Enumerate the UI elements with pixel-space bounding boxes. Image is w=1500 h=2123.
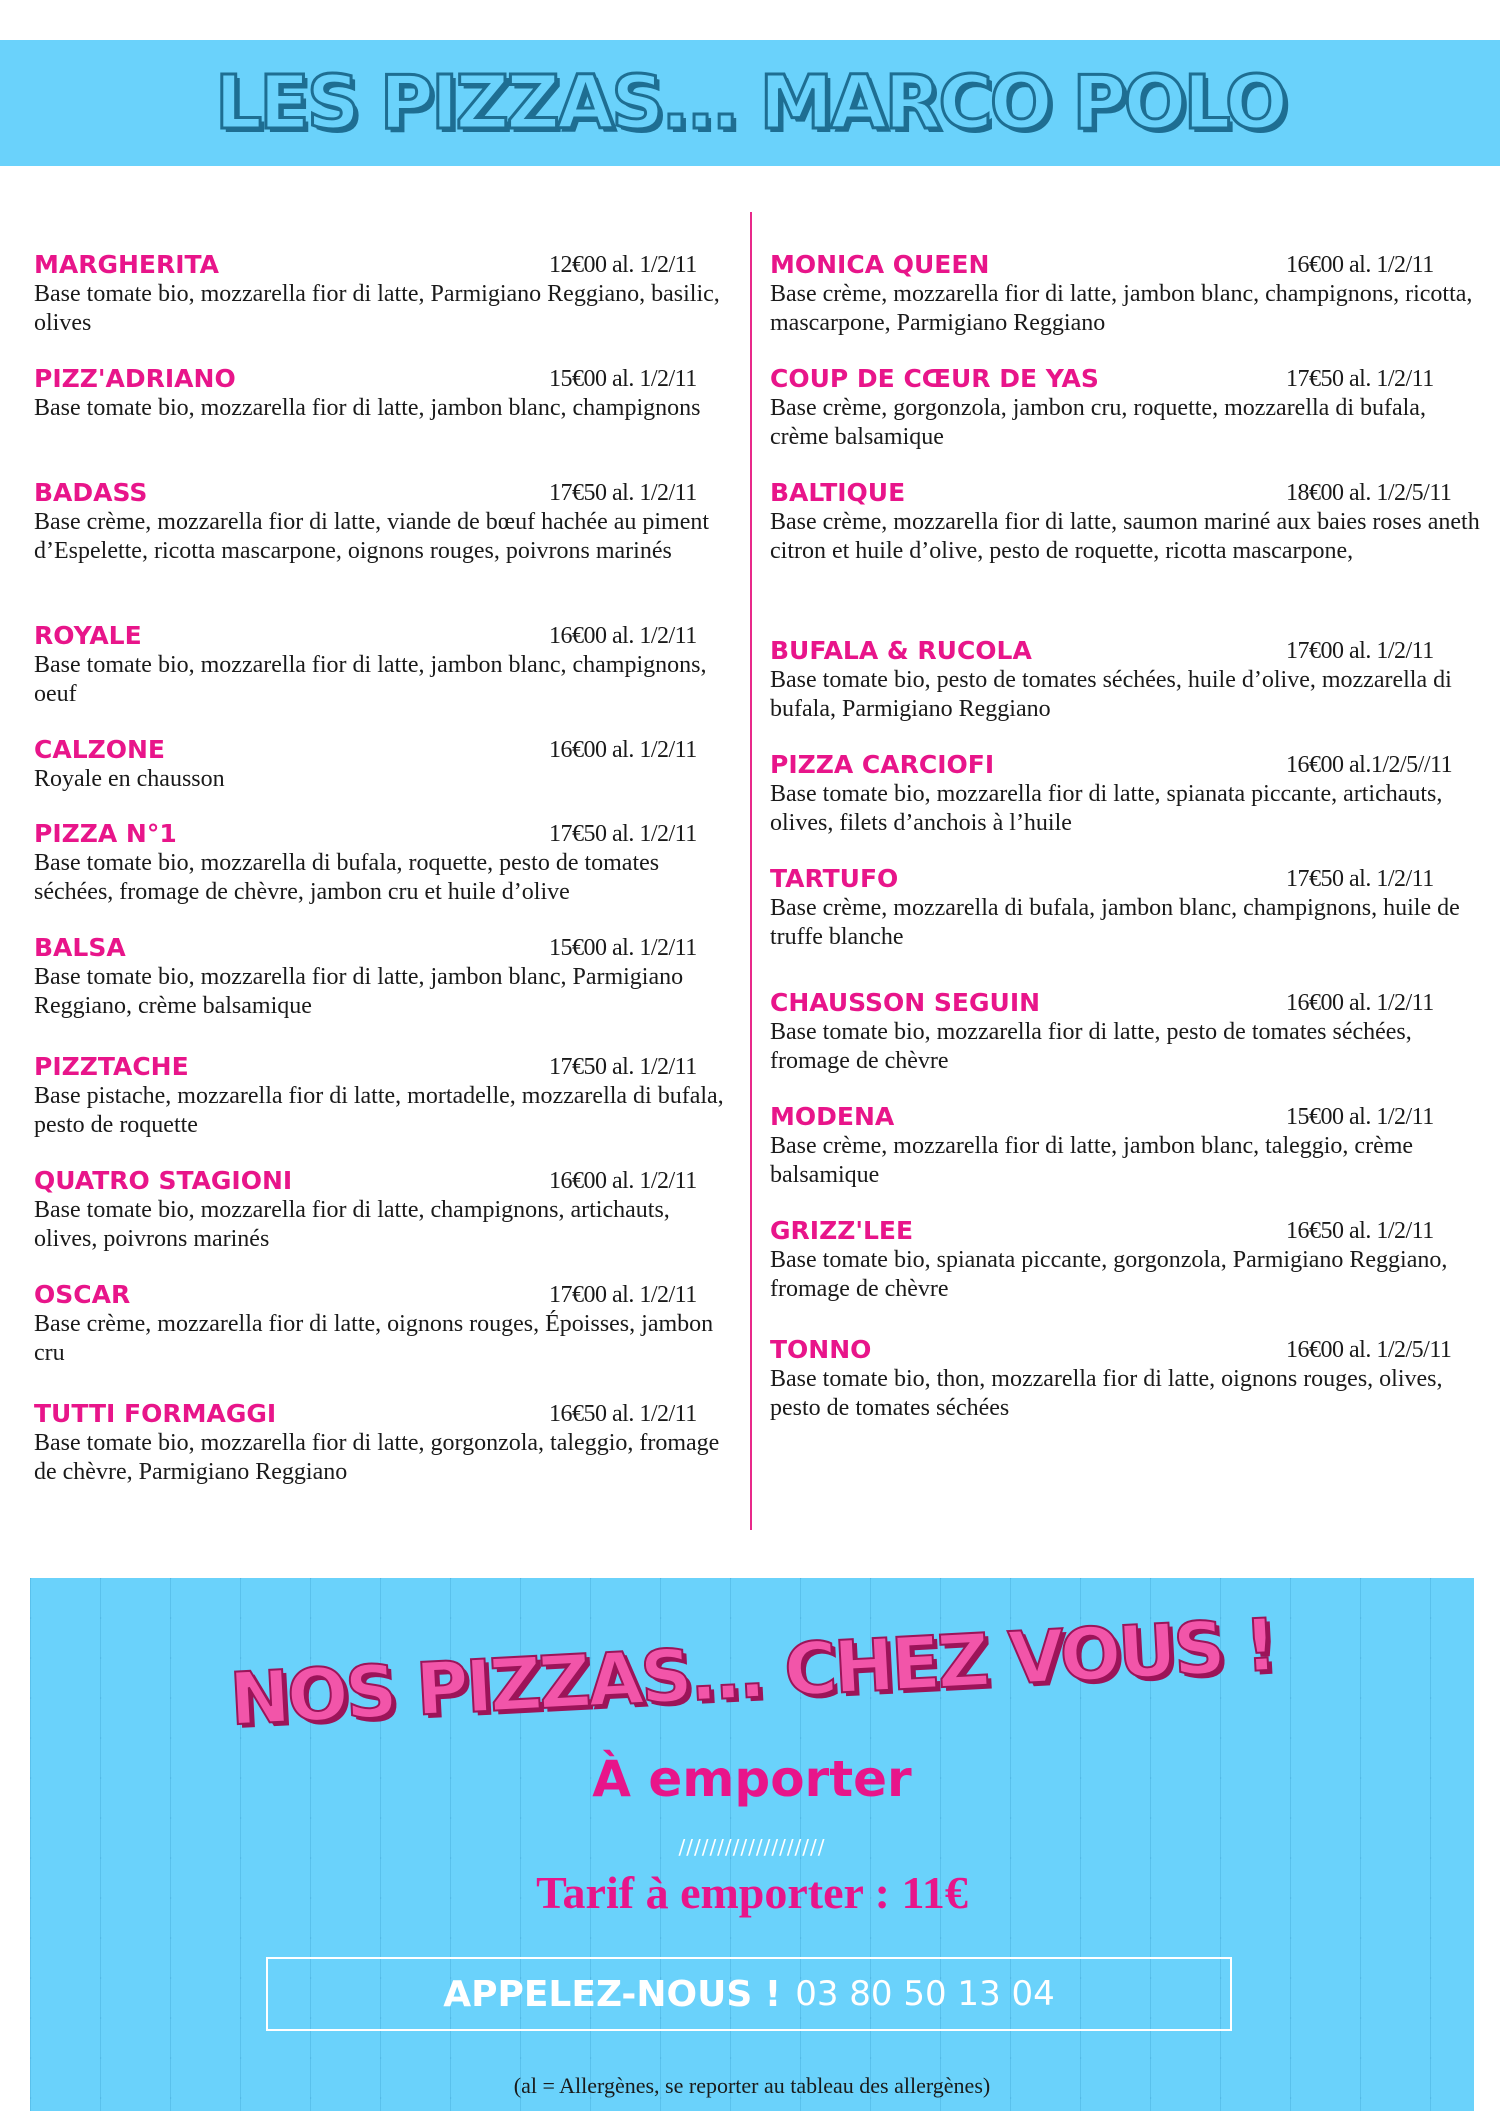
pizza-name: BADASS xyxy=(34,478,148,507)
takeaway-subtitle: À emporter xyxy=(592,1750,912,1808)
menu-item xyxy=(770,478,1480,566)
pizza-name: TONNO xyxy=(770,1335,872,1364)
pizza-name: CALZONE xyxy=(34,735,166,764)
pizza-description: Base tomate bio, mozzarella fior di latte, jambon blanc, champignons xyxy=(34,395,701,421)
pizza-price: 18€00 al. 1/2/5/11 xyxy=(1286,480,1452,506)
pizza-description: Base tomate bio, mozzarella fior di latte, pesto de tomates séchées, fromage de chèvre xyxy=(770,1019,1412,1074)
pizza-price: 16€00 al. 1/2/11 xyxy=(1286,990,1434,1016)
pizza-description: Base pistache, mozzarella fior di latte, mortadelle, mozzarella di bufala, pesto de roquette xyxy=(34,1083,724,1138)
pizza-description: Base crème, mozzarella fior di latte, viande de bœuf hachée au piment d’Espelette, ricotta mascarpone, oignons rouges, poivrons marinés xyxy=(34,509,710,564)
pizza-description: Base tomate bio, mozzarella fior di latte, jambon blanc, champignons, oeuf xyxy=(34,652,707,707)
menu-item xyxy=(34,621,724,709)
pizza-name: OSCAR xyxy=(34,1280,131,1309)
pizza-name: TARTUFO xyxy=(770,864,899,893)
pizza-price: 17€00 al. 1/2/11 xyxy=(549,1282,697,1308)
menu-item xyxy=(34,1399,724,1487)
pizza-price: 17€50 al. 1/2/11 xyxy=(549,1054,697,1080)
pizza-price: 17€50 al. 1/2/11 xyxy=(549,821,697,847)
pizza-description: Base tomate bio, mozzarella fior di latte, gorgonzola, taleggio, fromage de chèvre, Parmigiano Reggiano xyxy=(34,1430,720,1485)
call-us-box[interactable] xyxy=(266,1957,1232,2031)
pizza-description: Base tomate bio, mozzarella fior di latte, Parmigiano Reggiano, basilic, olives xyxy=(34,281,720,336)
pizza-name: PIZZA CARCIOFI xyxy=(770,750,995,779)
pizza-name: COUP DE CŒUR DE YAS xyxy=(770,364,1099,393)
pizza-price: 16€50 al. 1/2/11 xyxy=(549,1401,697,1427)
pizza-description: Base crème, mozzarella fior di latte, oignons rouges, Époisses, jambon cru xyxy=(34,1311,714,1366)
column-divider xyxy=(750,212,752,1530)
pizza-name: MODENA xyxy=(770,1102,895,1131)
pizza-name: TUTTI FORMAGGI xyxy=(34,1399,277,1428)
pizza-price: 17€00 al. 1/2/11 xyxy=(1286,638,1434,664)
allergen-footnote: (al = Allergènes, se reporter au tableau des allergènes) xyxy=(513,2073,991,2098)
pizza-price: 15€00 al. 1/2/11 xyxy=(549,366,697,392)
menu-item xyxy=(34,735,724,794)
call-us-label: APPELEZ-NOUS ! xyxy=(443,1973,782,2015)
menu-item xyxy=(34,1280,724,1368)
pizza-name: GRIZZ'LEE xyxy=(770,1216,914,1245)
menu-item xyxy=(34,478,724,566)
takeaway-price: Tarif à emporter : 11€ xyxy=(536,1867,968,1918)
phone-number[interactable]: 03 80 50 13 04 xyxy=(795,1974,1055,2014)
pizza-description: Base tomate bio, spianata piccante, gorgonzola, Parmigiano Reggiano, fromage de chèvre xyxy=(770,1247,1448,1302)
menu-item xyxy=(770,1216,1480,1304)
menu-item xyxy=(770,1102,1480,1190)
menu-item xyxy=(770,750,1480,838)
menu-item xyxy=(34,1052,724,1140)
pizza-price: 12€00 al. 1/2/11 xyxy=(549,252,697,278)
pizza-name: QUATRO STAGIONI xyxy=(34,1166,293,1195)
menu-item xyxy=(770,988,1480,1076)
pizza-name: PIZZ'ADRIANO xyxy=(34,364,236,393)
menu-title: LES PIZZAS... MARCO POLO xyxy=(215,60,1285,146)
menu-item xyxy=(770,636,1480,724)
menu-item xyxy=(34,819,724,907)
pizza-price: 16€00 al.1/2/5//11 xyxy=(1286,752,1453,778)
decorative-slashes: /////////////////// xyxy=(678,1835,826,1859)
pizza-price: 16€00 al. 1/2/11 xyxy=(549,623,697,649)
header-banner xyxy=(0,40,1500,166)
pizza-name: BALTIQUE xyxy=(770,478,906,507)
pizza-name: PIZZA N°1 xyxy=(34,819,177,848)
pizza-description: Base crème, mozzarella fior di latte, jambon blanc, champignons, ricotta, mascarpone, Parmigiano Reggiano xyxy=(770,281,1473,336)
pizza-name: BUFALA & RUCOLA xyxy=(770,636,1032,665)
pizza-price: 17€50 al. 1/2/11 xyxy=(1286,366,1434,392)
menu-item xyxy=(34,933,724,1021)
menu-item xyxy=(34,1166,724,1254)
pizza-name: MARGHERITA xyxy=(34,250,220,279)
pizza-description: Base tomate bio, mozzarella fior di latte, jambon blanc, Parmigiano Reggiano, crème balsamique xyxy=(34,964,684,1019)
pizza-price: 16€00 al. 1/2/5/11 xyxy=(1286,1337,1452,1363)
pizza-description: Base crème, gorgonzola, jambon cru, roquette, mozzarella di bufala, crème balsamique xyxy=(770,395,1426,450)
menu-item xyxy=(770,250,1480,338)
pizza-name: PIZZTACHE xyxy=(34,1052,189,1081)
menu-item xyxy=(770,1335,1480,1423)
pizza-description: Base tomate bio, thon, mozzarella fior di latte, oignons rouges, olives, pesto de tomates séchées xyxy=(770,1366,1443,1421)
pizza-description: Base tomate bio, mozzarella fior di latte, spianata piccante, artichauts, olives, filets d’anchois à l’huile xyxy=(770,781,1443,836)
pizza-description: Base tomate bio, mozzarella fior di latte, champignons, artichauts, olives, poivrons marinés xyxy=(34,1197,670,1252)
pizza-description: Base tomate bio, mozzarella di bufala, roquette, pesto de tomates séchées, fromage de chèvre, jambon cru et huile d’olive xyxy=(34,850,660,905)
pizza-price: 16€50 al. 1/2/11 xyxy=(1286,1218,1434,1244)
pizza-description: Royale en chausson xyxy=(34,766,225,792)
pizza-description: Base crème, mozzarella fior di latte, saumon mariné aux baies roses aneth citron et huile d’olive, pesto de roquette, ricotta mascarpone, xyxy=(770,509,1480,564)
takeaway-panel xyxy=(30,1578,1474,2111)
pizza-price: 15€00 al. 1/2/11 xyxy=(549,935,697,961)
pizza-price: 16€00 al. 1/2/11 xyxy=(1286,252,1434,278)
pizza-name: ROYALE xyxy=(34,621,142,650)
pizza-price: 16€00 al. 1/2/11 xyxy=(549,737,697,763)
pizza-description: Base crème, mozzarella fior di latte, jambon blanc, taleggio, crème balsamique xyxy=(770,1133,1414,1188)
pizza-price: 17€50 al. 1/2/11 xyxy=(549,480,697,506)
pizza-name: MONICA QUEEN xyxy=(770,250,990,279)
takeaway-title: NOS PIZZAS... CHEZ VOUS ! xyxy=(227,1602,1277,1742)
menu-item xyxy=(770,864,1480,952)
pizza-name: BALSA xyxy=(34,933,126,962)
menu-item xyxy=(34,364,724,423)
pizza-price: 16€00 al. 1/2/11 xyxy=(549,1168,697,1194)
pizza-price: 15€00 al. 1/2/11 xyxy=(1286,1104,1434,1130)
pizza-description: Base tomate bio, pesto de tomates séchées, huile d’olive, mozzarella di bufala, Parmigiano Reggiano xyxy=(770,667,1452,722)
menu-item xyxy=(770,364,1480,452)
pizza-price: 17€50 al. 1/2/11 xyxy=(1286,866,1434,892)
pizza-name: CHAUSSON SEGUIN xyxy=(770,988,1041,1017)
menu-item xyxy=(34,250,724,338)
pizza-description: Base crème, mozzarella di bufala, jambon blanc, champignons, huile de truffe blanche xyxy=(770,895,1460,950)
